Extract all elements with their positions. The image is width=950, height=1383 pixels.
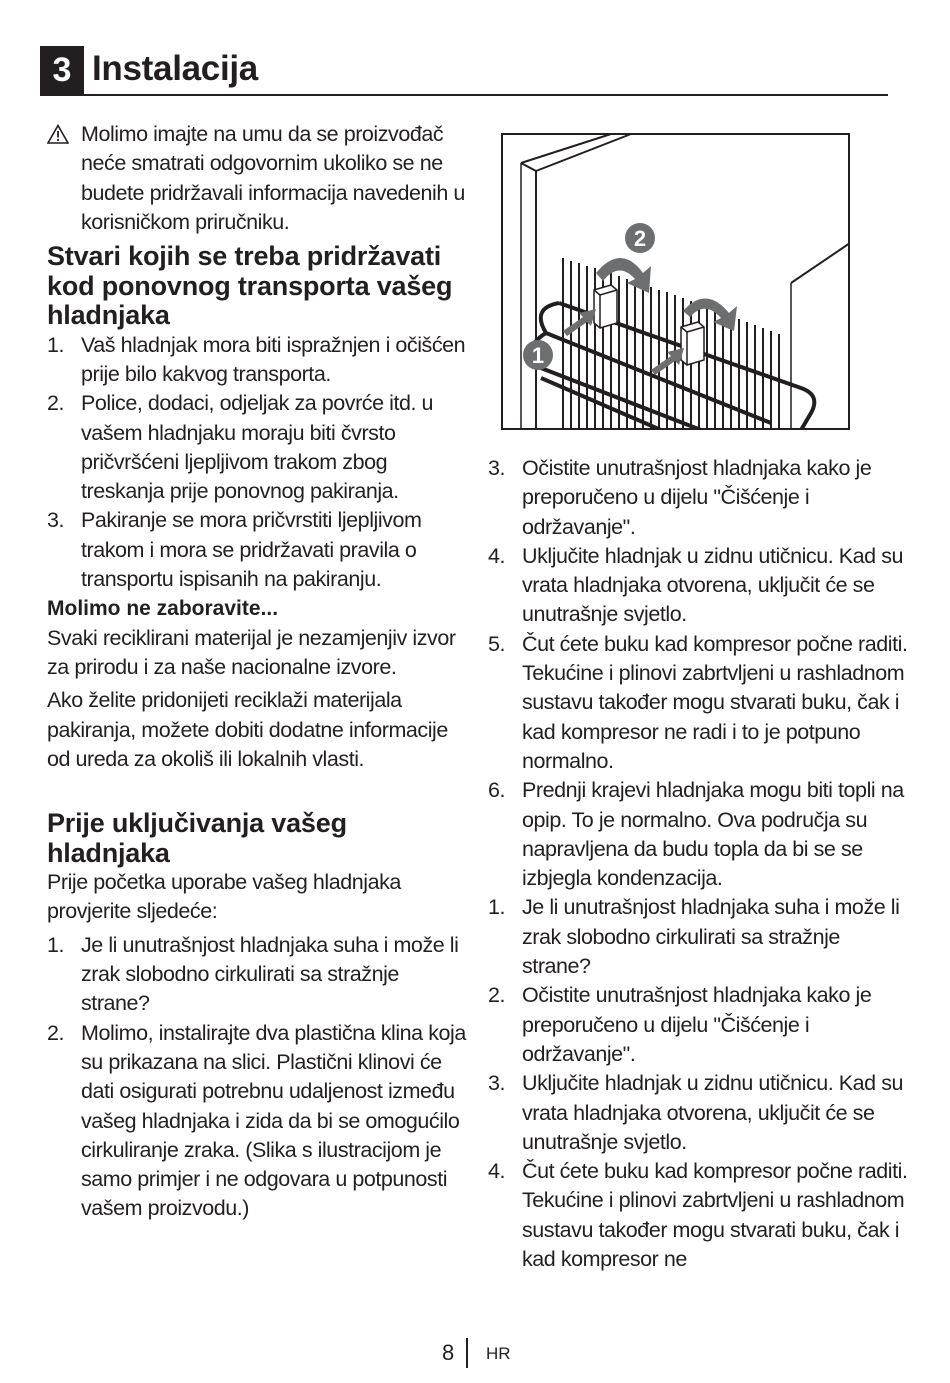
list-item: 3. Pakiranje se mora pričvrstiti ljepljivom trakom i mora se pridržavati pravila o transportu ispisanih na pakiranju.: [47, 508, 422, 592]
remember-heading: Molimo ne zaboravite...: [47, 597, 279, 621]
list-item: 2. Police, dodaci, odjeljak za povrće itd. u vašem hladnjaku moraju biti čvrsto pričvršćeni ljepljivom trakom zbog treskanja prije ponovnog pakiranja.: [47, 391, 434, 504]
page-number: 8: [442, 1340, 455, 1365]
list-item: 4. Uključite hladnjak u zidnu utičnicu. Kad su vrata hladnjaka otvorena, uključit će se unutrašnje svjetlo.: [488, 543, 904, 627]
remember-paragraph-1: Svaki reciklirani materijal je nezamjenjiv izvor za prirodu i za naše nacionalne izvore.: [47, 625, 456, 679]
list-item: 6. Prednji krajevi hladnjaka mogu biti topli na opip. To je normalno. Ova područja su napravljena da budu topla da bi se se izbjegla kondenzacija.: [488, 778, 904, 891]
spacer-installation-illustration: [501, 133, 850, 430]
before-list: [47, 931, 467, 1224]
warning-note: [47, 120, 467, 237]
warning-triangle-icon: [47, 124, 69, 144]
warning-text: Molimo imajte na umu da se proizvođač neće smatrati odgovornim ukoliko se ne budete pridržavali informacija navedenih u korisničkom priručniku.: [81, 122, 465, 234]
transport-heading: Stvari kojih se treba pridržavati kod ponovnog transporta vašeg hladnjaka: [47, 241, 453, 331]
list-item: 2. Molimo, instalirajte dva plastična klina koja su prikazana na slici. Plastični klinovi će dati osigurati potrebnu udaljenost između vašeg hladnjaka i zida da bi se omogućilo cirkuliranje zraka. (Slika s ilustracijom je samo primjer i ne odgovara u potpunosti vašem proizvodu.): [47, 1020, 466, 1221]
figure-label-1: 1: [531, 343, 545, 368]
chapter-number: 3: [40, 46, 84, 94]
list-item: 5. Čut ćete buku kad kompresor počne raditi. Tekućine i plinovi zabrtvljeni u rashladnom sustavu također mogu stvarati buku, čak i kad kompresor ne radi i to je potpuno normalno.: [488, 631, 908, 773]
language-code: HR: [486, 1344, 511, 1363]
right-column: [488, 454, 908, 1274]
chapter-header: [40, 46, 888, 96]
list-item: 2. Očistite unutrašnjost hladnjaka kako je preporučeno u dijelu "Čišćenje i održavanje".: [488, 983, 872, 1066]
list-item: 1. Je li unutrašnjost hladnjaka suha i može li zrak slobodno cirkulirati sa stražnje strane?: [47, 932, 459, 1016]
left-column: [47, 120, 467, 1224]
before-intro: Prije početka uporabe vašeg hladnjaka provjerite sljedeće:: [47, 870, 401, 924]
list-item: 1. Je li unutrašnjost hladnjaka suha i može li zrak slobodno cirkulirati sa stražnje strane?: [488, 895, 900, 979]
list-item: 4. Čut ćete buku kad kompresor počne raditi. Tekućine i plinovi zabrtvljeni u rashladnom sustavu također mogu stvarati buku, čak i kad kompresor ne: [488, 1159, 908, 1272]
remember-paragraph-2: Ako želite pridonijeti reciklaži materijala pakiranja, možete dobiti dodatne informacije od ureda za okoliš ili lokalnih vlasti.: [47, 688, 448, 771]
steps-list-a: [488, 454, 908, 893]
footer-divider: [466, 1338, 468, 1368]
steps-list-b: [488, 893, 908, 1274]
list-item: 1. Vaš hladnjak mora biti ispražnjen i očišćen prije bilo kakvog transporta.: [47, 332, 466, 386]
before-heading: Prije uključivanja vašeg hladnjaka: [47, 808, 347, 868]
list-item: 3. Očistite unutrašnjost hladnjaka kako je preporučeno u dijelu "Čišćenje i održavanje".: [488, 456, 872, 539]
list-item: 3. Uključite hladnjak u zidnu utičnicu. Kad su vrata hladnjaka otvorena, uključit će se unutrašnje svjetlo.: [488, 1071, 904, 1154]
figure-label-2: 2: [633, 226, 647, 251]
transport-list: [47, 331, 467, 595]
chapter-title: Instalacija: [92, 49, 258, 88]
page-footer: [0, 1338, 950, 1368]
